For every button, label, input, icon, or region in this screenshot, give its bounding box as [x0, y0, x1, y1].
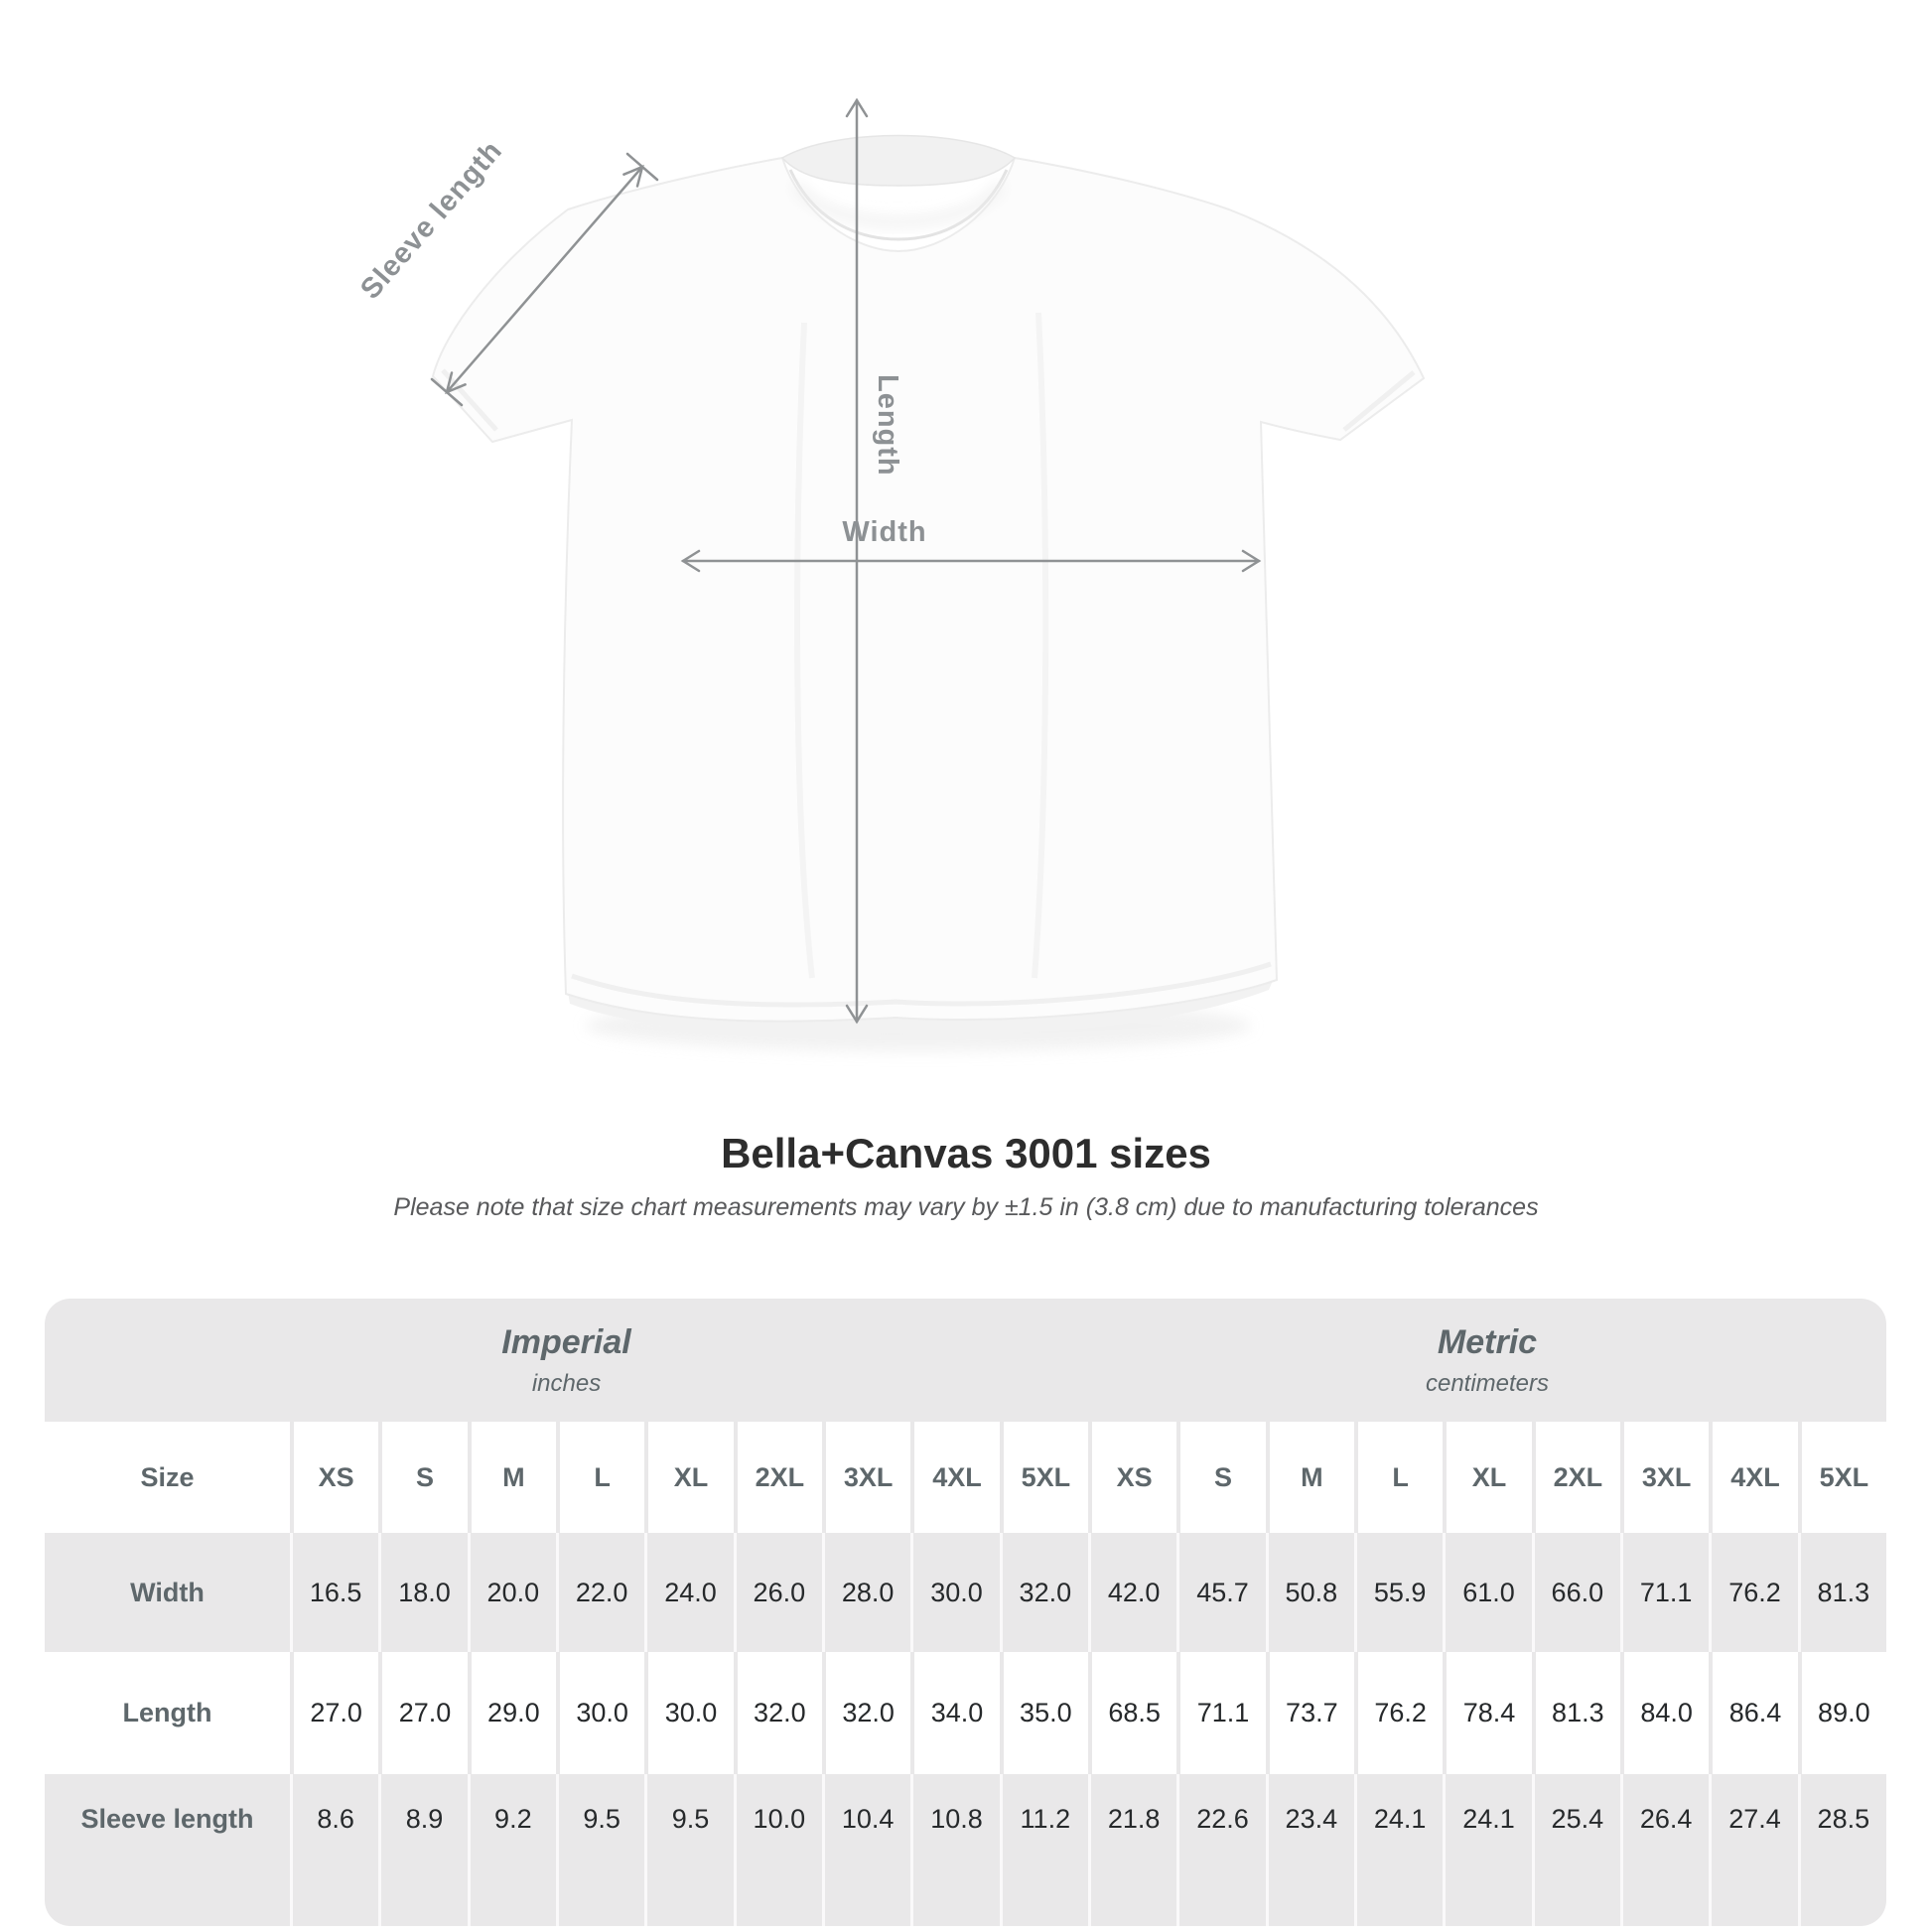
size-table [45, 1299, 1886, 1926]
sleeve-metric-4xl: 27.4 [1709, 1774, 1797, 1926]
length-metric-2xl: 81.3 [1532, 1652, 1620, 1774]
length-imperial-l: 30.0 [556, 1652, 644, 1774]
length-imperial-5xl: 35.0 [1000, 1652, 1088, 1774]
width-imperial-2xl: 26.0 [734, 1533, 822, 1652]
sleeve-imperial-5xl: 11.2 [1000, 1774, 1088, 1926]
sleeve-imperial-s: 8.9 [378, 1774, 467, 1926]
col-header-imperial-4xl: 4XL [910, 1422, 999, 1533]
length-imperial-xs: 27.0 [290, 1652, 378, 1774]
sleeve-metric-s: 22.6 [1176, 1774, 1265, 1926]
width-imperial-l: 22.0 [556, 1533, 644, 1652]
col-header-imperial-5xl: 5XL [1000, 1422, 1088, 1533]
length-metric-l: 76.2 [1354, 1652, 1443, 1774]
length-metric-5xl: 89.0 [1798, 1652, 1886, 1774]
row-label-length: Length [45, 1652, 290, 1774]
sleeve-metric-l: 24.1 [1354, 1774, 1443, 1926]
col-header-metric-3xl: 3XL [1620, 1422, 1709, 1533]
sleeve-length-label: Sleeve length [354, 134, 509, 306]
sleeve-imperial-l: 9.5 [556, 1774, 644, 1926]
sleeve-imperial-2xl: 10.0 [734, 1774, 822, 1926]
width-metric-2xl: 66.0 [1532, 1533, 1620, 1652]
length-imperial-4xl: 34.0 [910, 1652, 999, 1774]
imperial-section-header [45, 1299, 1088, 1422]
col-header-metric-4xl: 4XL [1709, 1422, 1797, 1533]
shirt-body [433, 158, 1424, 1022]
width-metric-xs: 42.0 [1088, 1533, 1176, 1652]
length-metric-m: 73.7 [1266, 1652, 1354, 1774]
tolerance-note: Please note that size chart measurements may vary by ±1.5 in (3.8 cm) due to manufacturing tolerances [393, 1193, 1539, 1221]
col-header-imperial-3xl: 3XL [822, 1422, 910, 1533]
sleeve-imperial-3xl: 10.4 [822, 1774, 910, 1926]
col-header-imperial-m: M [468, 1422, 556, 1533]
col-header-metric-2xl: 2XL [1532, 1422, 1620, 1533]
sleeve-metric-m: 23.4 [1266, 1774, 1354, 1926]
tshirt-illustration [338, 84, 1449, 1087]
page-title: Bella+Canvas 3001 sizes [721, 1130, 1211, 1176]
corner-header-size: Size [45, 1422, 290, 1533]
col-header-metric-l: L [1354, 1422, 1443, 1533]
length-metric-s: 71.1 [1176, 1652, 1265, 1774]
width-label: Width [842, 516, 927, 548]
width-metric-3xl: 71.1 [1620, 1533, 1709, 1652]
title-block [0, 1130, 1932, 1222]
sleeve-metric-xs: 21.8 [1088, 1774, 1176, 1926]
imperial-section-unit: inches [531, 1369, 602, 1397]
tshirt-measurement-diagram [338, 84, 1449, 1087]
length-imperial-3xl: 32.0 [822, 1652, 910, 1774]
length-metric-4xl: 86.4 [1709, 1652, 1797, 1774]
row-label-sleeve-length: Sleeve length [45, 1774, 290, 1926]
length-metric-xl: 78.4 [1443, 1652, 1531, 1774]
col-header-imperial-l: L [556, 1422, 644, 1533]
width-imperial-xs: 16.5 [290, 1533, 378, 1652]
sleeve-metric-5xl: 28.5 [1798, 1774, 1886, 1926]
col-header-metric-s: S [1176, 1422, 1265, 1533]
width-metric-l: 55.9 [1354, 1533, 1443, 1652]
width-metric-5xl: 81.3 [1798, 1533, 1886, 1652]
col-header-metric-xl: XL [1443, 1422, 1531, 1533]
width-imperial-xl: 24.0 [644, 1533, 733, 1652]
length-label: Length [872, 374, 903, 477]
col-header-imperial-xs: XS [290, 1422, 378, 1533]
col-header-imperial-xl: XL [644, 1422, 733, 1533]
width-imperial-s: 18.0 [378, 1533, 467, 1652]
length-metric-3xl: 84.0 [1620, 1652, 1709, 1774]
sleeve-metric-2xl: 25.4 [1532, 1774, 1620, 1926]
sleeve-metric-xl: 24.1 [1443, 1774, 1531, 1926]
metric-section-unit: centimeters [1425, 1369, 1550, 1397]
length-imperial-2xl: 32.0 [734, 1652, 822, 1774]
width-metric-s: 45.7 [1176, 1533, 1265, 1652]
width-imperial-3xl: 28.0 [822, 1533, 910, 1652]
shirt-back-collar [782, 136, 1015, 187]
row-label-width: Width [45, 1533, 290, 1652]
width-imperial-m: 20.0 [468, 1533, 556, 1652]
sleeve-imperial-4xl: 10.8 [910, 1774, 999, 1926]
col-header-imperial-s: S [378, 1422, 467, 1533]
length-imperial-xl: 30.0 [644, 1652, 733, 1774]
length-metric-xs: 68.5 [1088, 1652, 1176, 1774]
col-header-metric-xs: XS [1088, 1422, 1176, 1533]
length-imperial-s: 27.0 [378, 1652, 467, 1774]
width-metric-4xl: 76.2 [1709, 1533, 1797, 1652]
imperial-section-title: Imperial [501, 1322, 631, 1361]
metric-section-title: Metric [1437, 1322, 1538, 1361]
metric-section-header [1088, 1299, 1886, 1422]
sleeve-imperial-xs: 8.6 [290, 1774, 378, 1926]
width-metric-m: 50.8 [1266, 1533, 1354, 1652]
width-imperial-4xl: 30.0 [910, 1533, 999, 1652]
length-imperial-m: 29.0 [468, 1652, 556, 1774]
width-metric-xl: 61.0 [1443, 1533, 1531, 1652]
sleeve-imperial-m: 9.2 [468, 1774, 556, 1926]
sleeve-length-tick-top [627, 154, 657, 180]
col-header-imperial-2xl: 2XL [734, 1422, 822, 1533]
width-imperial-5xl: 32.0 [1000, 1533, 1088, 1652]
sleeve-imperial-xl: 9.5 [644, 1774, 733, 1926]
col-header-metric-5xl: 5XL [1798, 1422, 1886, 1533]
col-header-metric-m: M [1266, 1422, 1354, 1533]
sleeve-metric-3xl: 26.4 [1620, 1774, 1709, 1926]
